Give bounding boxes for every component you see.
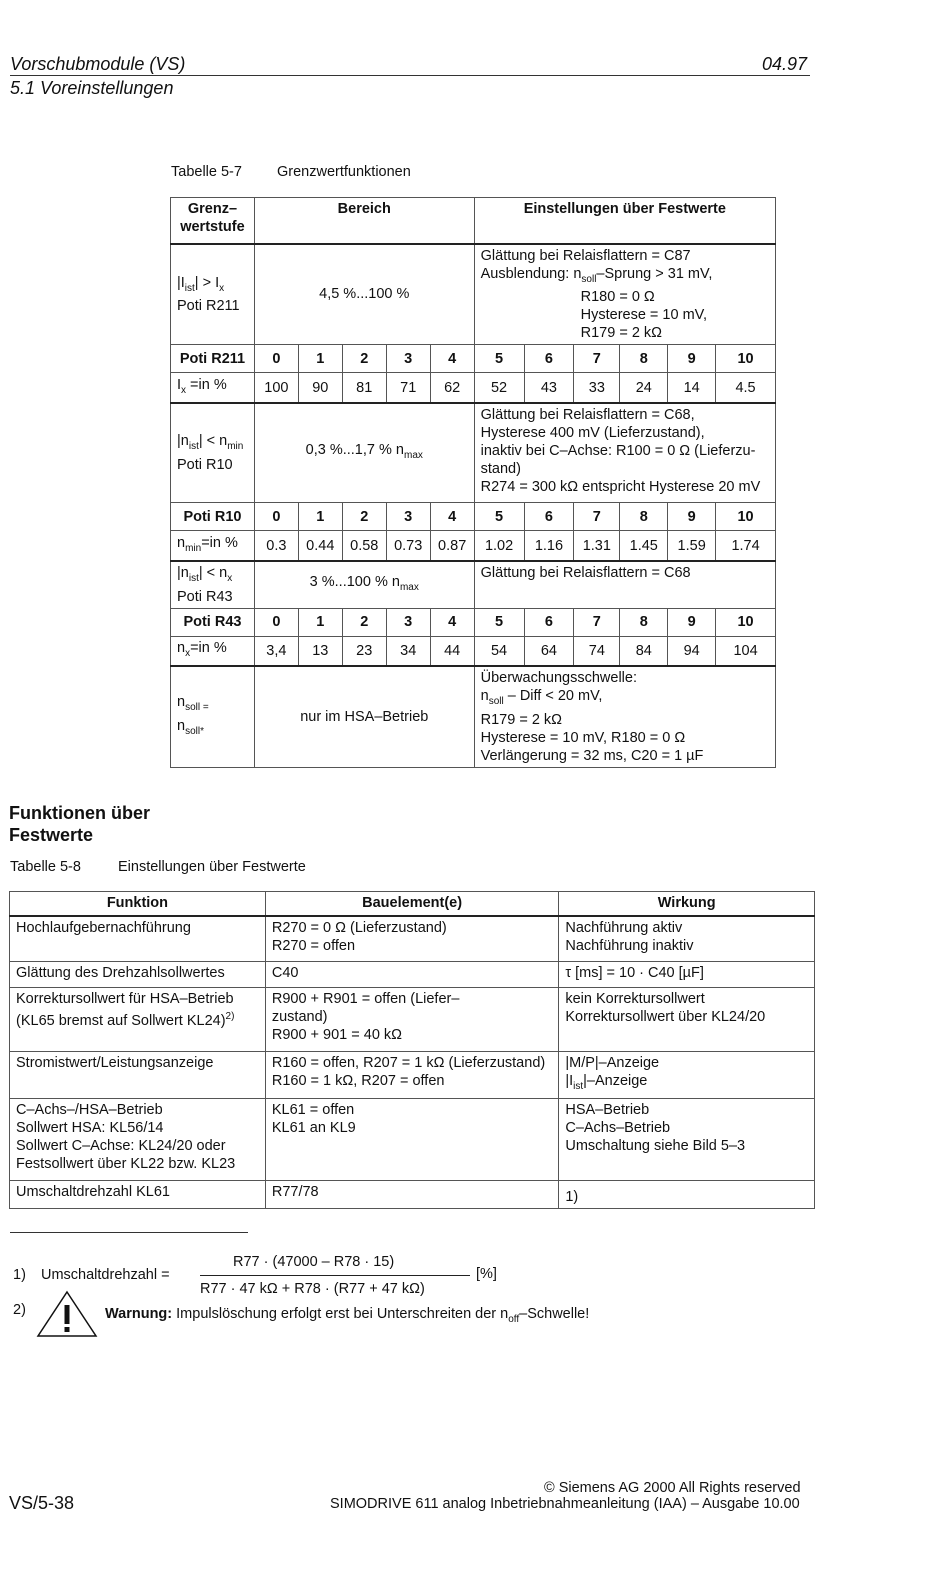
percent-value: 1.16 [524,531,574,561]
block3-range: 3 %...100 % $n_{max}$ [254,561,474,608]
block2-percent-label: $n_{min}=in$ % [171,531,255,561]
table57-header-grenzwertstufe: Grenz– wertstufe [171,198,255,244]
formula-denominator: R77 · 47 kΩ + R78 · (R77 + 47 kΩ) [200,1281,425,1297]
table-row [10,916,815,962]
footnote-1-marker: 1) [13,1267,26,1283]
percent-value: 24 [620,373,668,403]
cell-funktion: Glättung des Drehzahlsollwertes [10,962,266,988]
section-title-funktionen: Funktionen über Festwerte [9,803,150,845]
poti-value: 8 [620,345,668,373]
poti-value: 7 [574,608,620,636]
table57-row-block3 [171,561,776,608]
block3-poti-label: Poti R43 [171,608,255,636]
poti-value: 4 [430,608,474,636]
table57-row-block1 [171,244,776,345]
percent-value: 3,4 [254,636,298,666]
block2-poti-label: Poti R10 [171,503,255,531]
percent-value: 74 [574,636,620,666]
percent-value: 4.5 [716,373,776,403]
footer-page-number: VS/5-38 [9,1493,75,1513]
formula-unit: [%] [476,1266,497,1282]
percent-value: 104 [716,636,776,666]
block1-range: 4,5 %...100 % [254,244,474,345]
block2-label: $|n_{ist}| < n_{min}$ Poti R10 [171,403,255,503]
percent-value: 1.45 [620,531,668,561]
poti-value: 8 [620,608,668,636]
table58-header-funktion: Funktion [10,892,266,916]
poti-value: 9 [668,503,716,531]
poti-value: 9 [668,345,716,373]
poti-value: 6 [524,345,574,373]
header-section: 5.1 Voreinstellungen [10,78,174,98]
poti-value: 5 [474,608,524,636]
cell-wirkung: 1) [559,1180,815,1208]
block2-range: 0,3 %...1,7 % $n_{max}$ [254,403,474,503]
header-rule [10,75,810,76]
percent-value: 0.3 [254,531,298,561]
cell-bauelement: R270 = 0 Ω (Lieferzustand) R270 = offen [265,916,558,962]
table58-header-bauelement: Bauelement(e) [265,892,558,916]
table57-header-bereich: Bereich [254,198,474,244]
table-row [10,988,815,1052]
cell-funktion: Hochlaufgebernachführung [10,916,266,962]
percent-value: 1.02 [474,531,524,561]
cell-bauelement: KL61 = offen KL61 an KL9 [265,1098,558,1180]
percent-value: 90 [298,373,342,403]
percent-value: 71 [386,373,430,403]
percent-value: 0.87 [430,531,474,561]
block4-label: $n_{soll =}$ $n_{soll*}$ [171,666,255,767]
footnote-2-marker: 2) [13,1302,26,1318]
percent-value: 34 [386,636,430,666]
poti-value: 3 [386,608,430,636]
table57-caption-number: Tabelle 5-7 [171,164,242,180]
cell-funktion: C–Achs–/HSA–Betrieb Sollwert HSA: KL56/14 Sollwert C–Achse: KL24/20 oder Festsollwert über KL22 bzw. KL23 [10,1098,266,1180]
percent-value: 44 [430,636,474,666]
block4-range: nur im HSA–Betrieb [254,666,474,767]
percent-value: 0.44 [298,531,342,561]
poti-value: 0 [254,503,298,531]
percent-value: 64 [524,636,574,666]
footer-copyright: © Siemens AG 2000 All Rights reserved [544,1480,801,1496]
table57-row-block4 [171,666,776,767]
percent-value: 84 [620,636,668,666]
block3-settings: Glättung bei Relaisflattern = C68 [474,561,775,608]
percent-value: 52 [474,373,524,403]
block3-poti-row [171,608,776,636]
poti-value: 7 [574,503,620,531]
block1-poti-row [171,345,776,373]
percent-value: 0.58 [342,531,386,561]
poti-value: 3 [386,503,430,531]
poti-value: 5 [474,503,524,531]
poti-value: 1 [298,345,342,373]
poti-value: 10 [716,608,776,636]
table-row [10,1098,815,1180]
table-grenzwertfunktionen [170,197,776,768]
block1-settings: Glättung bei Relaisflattern = C87 Ausblendung: $n_{soll}$–Sprung > 31 mV, R180 = 0 Ω Hysterese = 10 mV, R179 = 2 kΩ [474,244,775,345]
poti-value: 4 [430,345,474,373]
footer-document-title: SIMODRIVE 611 analog Inbetriebnahmeanleitung (IAA) – Ausgabe 10.00 [330,1496,800,1512]
percent-value: 81 [342,373,386,403]
block1-label: $|I_{ist}| > I_x$ Poti R211 [171,244,255,345]
poti-value: 2 [342,608,386,636]
percent-value: 0.73 [386,531,430,561]
percent-value: 43 [524,373,574,403]
fraction-bar [200,1275,470,1276]
poti-value: 7 [574,345,620,373]
cell-wirkung: kein Korrektursollwert Korrektursollwert über KL24/20 [559,988,815,1052]
block1-percent-row [171,373,776,403]
header-title: Vorschubmodule (VS) [10,54,186,74]
cell-wirkung: HSA–Betrieb C–Achs–Betrieb Umschaltung siehe Bild 5–3 [559,1098,815,1180]
percent-value: 14 [668,373,716,403]
cell-bauelement: R900 + R901 = offen (Liefer– zustand) R900 + 901 = 40 kΩ [265,988,558,1052]
cell-wirkung: |M/P|–Anzeige $|I_{ist}|$–Anzeige [559,1052,815,1099]
percent-value: 1.74 [716,531,776,561]
poti-value: 10 [716,503,776,531]
table-einstellungen-festwerte [9,891,815,1209]
cell-funktion: Umschaltdrehzahl KL61 [10,1180,266,1208]
cell-wirkung: Nachführung aktiv Nachführung inaktiv [559,916,815,962]
percent-value: 54 [474,636,524,666]
formula-numerator: R77 · (47000 – R78 · 15) [233,1254,395,1270]
poti-value: 0 [254,345,298,373]
percent-value: 62 [430,373,474,403]
poti-value: 4 [430,503,474,531]
block3-percent-label: $n_x=in$ % [171,636,255,666]
percent-value: 33 [574,373,620,403]
cell-bauelement: R77/78 [265,1180,558,1208]
cell-bauelement: C40 [265,962,558,988]
poti-value: 3 [386,345,430,373]
cell-bauelement: R160 = offen, R207 = 1 kΩ (Lieferzustand) R160 = 1 kΩ, R207 = offen [265,1052,558,1099]
poti-value: 2 [342,503,386,531]
poti-value: 1 [298,503,342,531]
table58-caption-title: Einstellungen über Festwerte [118,859,306,875]
block1-percent-label: $I_x =in$ % [171,373,255,403]
percent-value: 94 [668,636,716,666]
block3-percent-row [171,636,776,666]
poti-value: 5 [474,345,524,373]
poti-value: 6 [524,503,574,531]
table57-header-einstellungen: Einstellungen über Festwerte [474,198,775,244]
footnote-separator [10,1232,248,1233]
percent-value: 1.59 [668,531,716,561]
table58-caption-number: Tabelle 5-8 [10,859,81,875]
percent-value: 1.31 [574,531,620,561]
block4-settings: Überwachungsschwelle: $n_{soll}$ – Diff < 20 mV, R179 = 2 kΩ Hysterese = 10 mV, R180 = 0 Ω Verlängerung = 32 ms, C20 = 1 µF [474,666,775,767]
poti-value: 6 [524,608,574,636]
block3-label: $|n_{ist}| < n_x$ Poti R43 [171,561,255,608]
table-row [10,1052,815,1099]
poti-value: 8 [620,503,668,531]
footnote-2-warning: Warnung: Impulslöschung erfolgt erst bei Unterschreiten der $n_{off}$–Schwelle! [105,1306,590,1325]
percent-value: 23 [342,636,386,666]
block2-settings: Glättung bei Relaisflattern = C68, Hysterese 400 mV (Lieferzustand), inaktiv bei C–Achse: R100 = 0 Ω (Lieferzu- stand) R274 = 300 kΩ entspricht Hysterese 20 mV [474,403,775,503]
table57-row-block2 [171,403,776,503]
block2-poti-row [171,503,776,531]
cell-wirkung: τ [ms] = 10 · C40 [µF] [559,962,815,988]
poti-value: 9 [668,608,716,636]
warning-triangle-icon [36,1290,98,1338]
poti-value: 2 [342,345,386,373]
poti-value: 10 [716,345,776,373]
cell-funktion: Stromistwert/Leistungsanzeige [10,1052,266,1099]
table58-header-wirkung: Wirkung [559,892,815,916]
table-row [10,1180,815,1208]
header-date: 04.97 [762,54,808,74]
table-row [10,962,815,988]
cell-funktion: Korrektursollwert für HSA–Betrieb (KL65 bremst auf Sollwert KL24)$^{2)}$ [10,988,266,1052]
block1-poti-label: Poti R211 [171,345,255,373]
percent-value: 100 [254,373,298,403]
poti-value: 0 [254,608,298,636]
footnote-1-label: Umschaltdrehzahl = [41,1267,170,1283]
block2-percent-row [171,531,776,561]
poti-value: 1 [298,608,342,636]
table57-caption-title: Grenzwertfunktionen [277,164,411,180]
percent-value: 13 [298,636,342,666]
